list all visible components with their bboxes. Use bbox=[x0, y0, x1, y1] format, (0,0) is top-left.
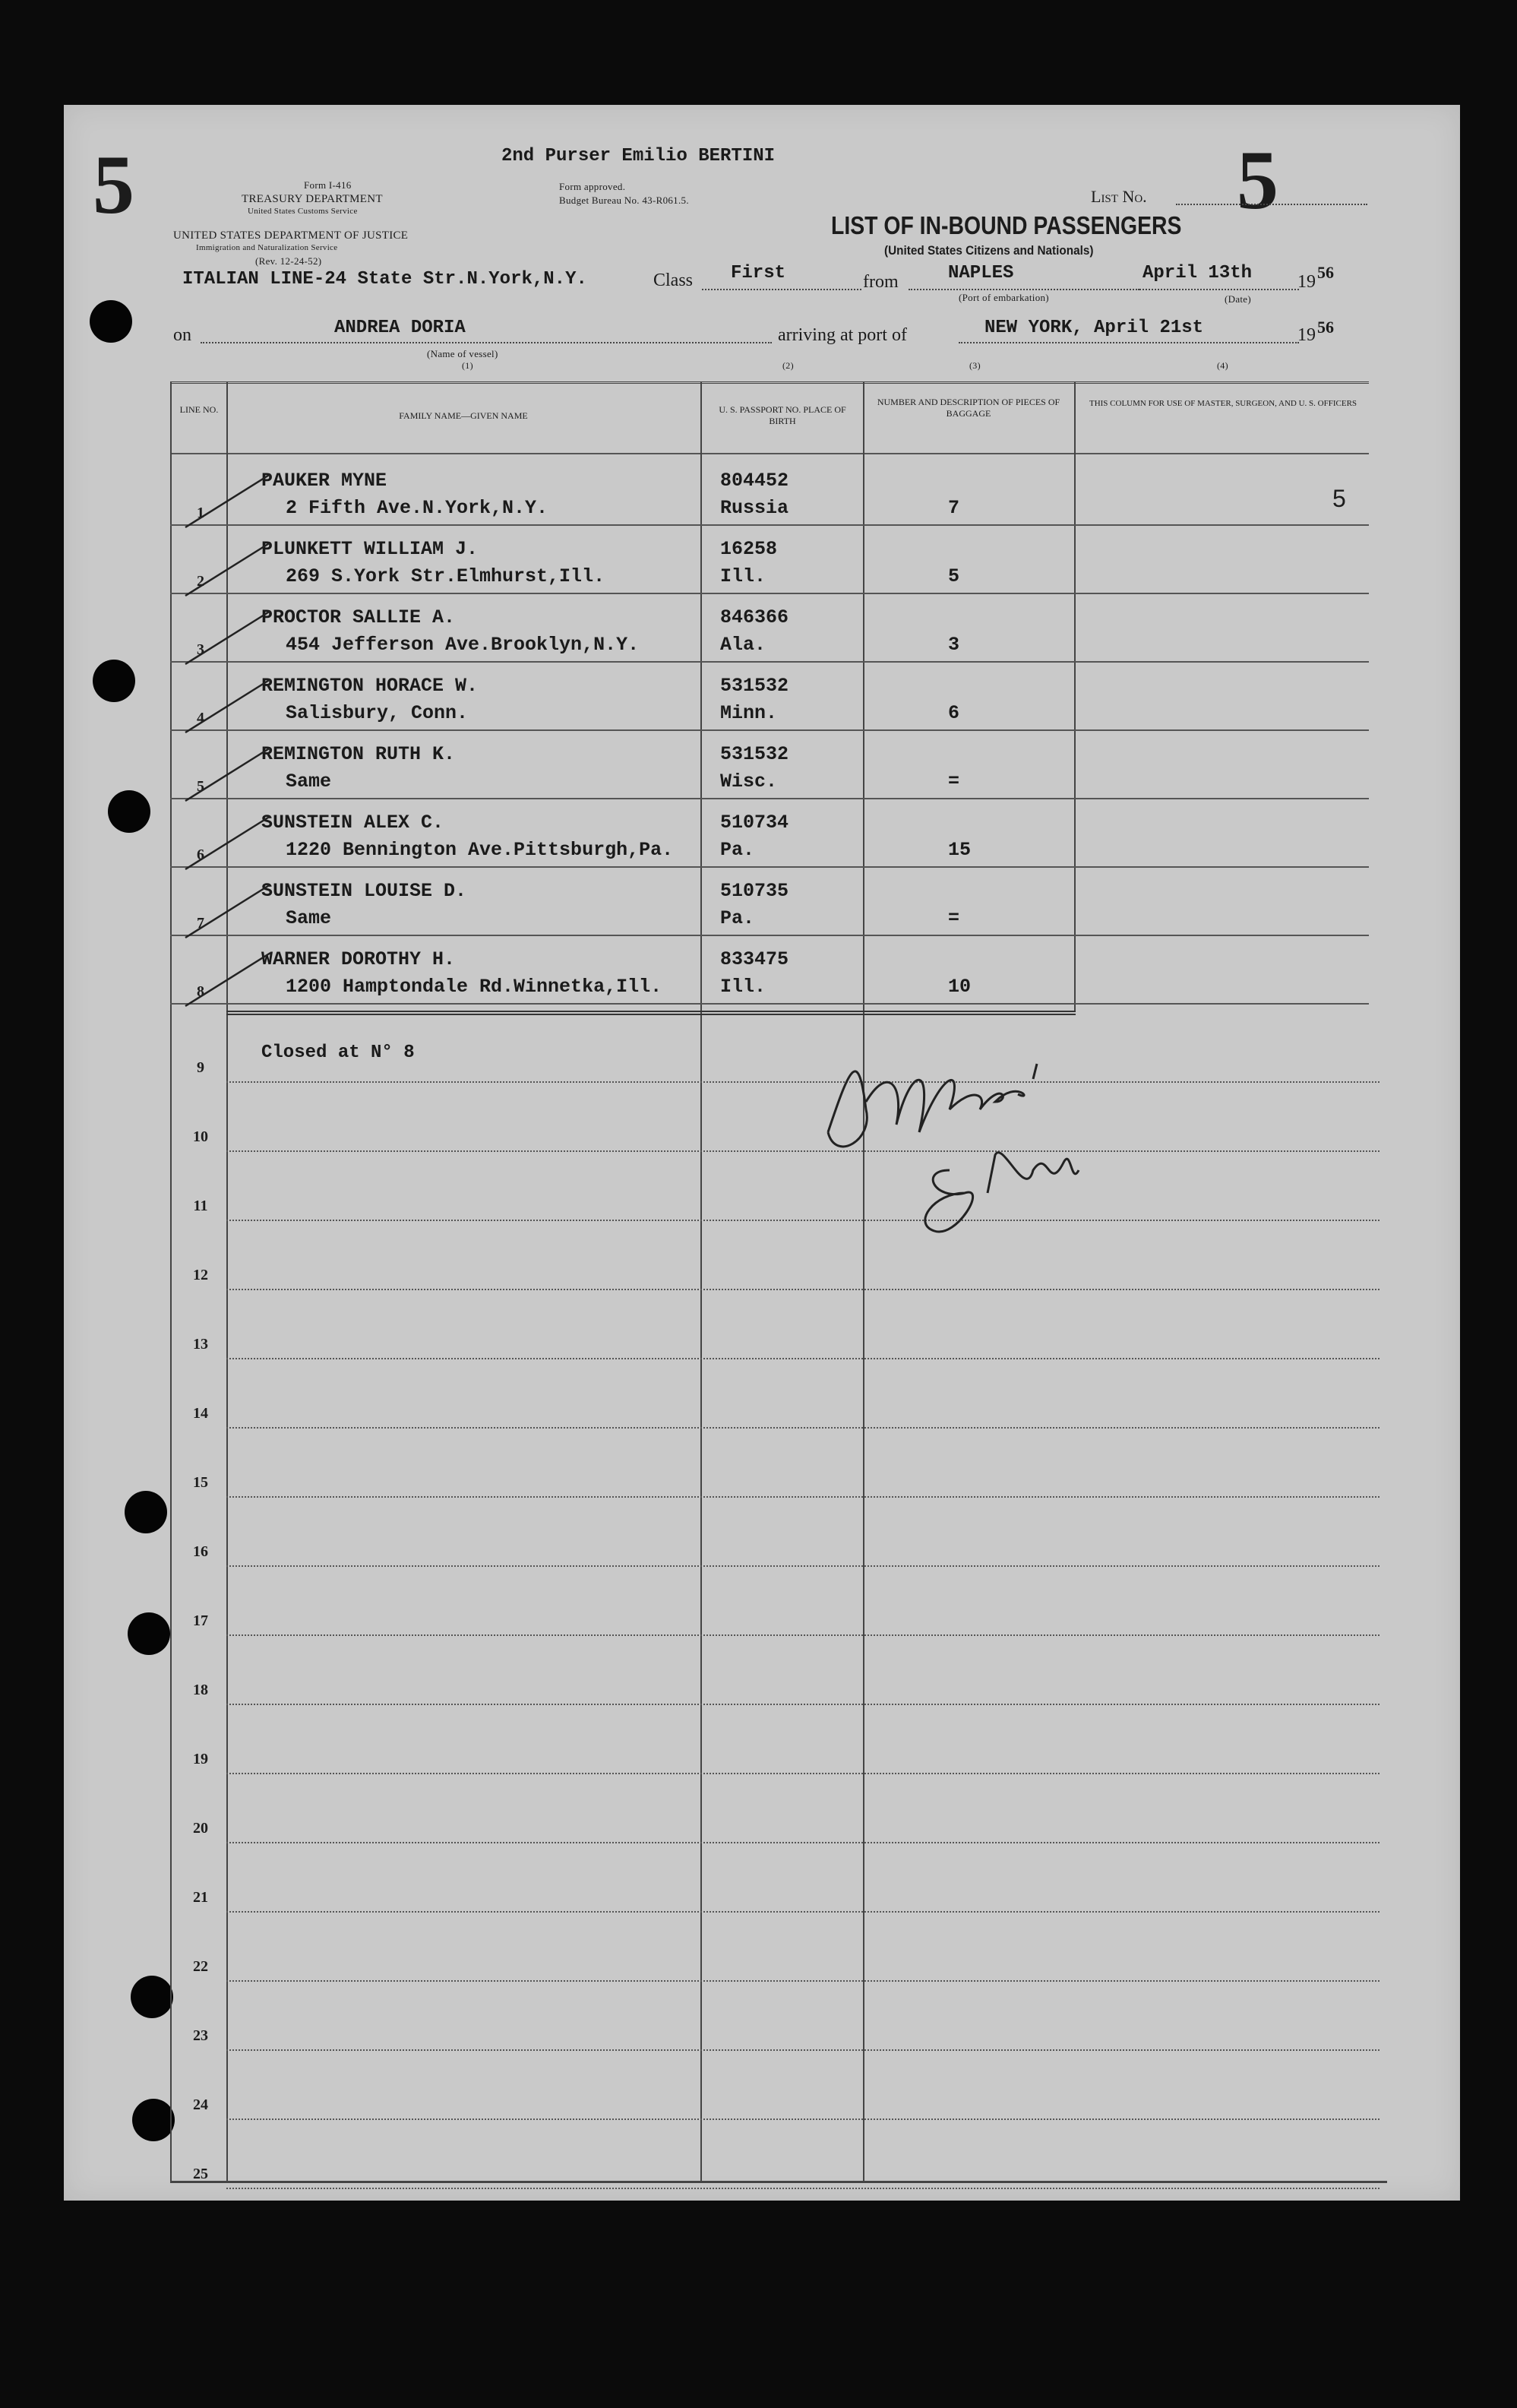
place-of-birth: Wisc. bbox=[720, 770, 778, 793]
line-number: 23 bbox=[193, 2027, 208, 2044]
baggage-count: = bbox=[948, 907, 960, 929]
line-number: 22 bbox=[193, 1958, 208, 1975]
passenger-address: 454 Jefferson Ave.Brooklyn,N.Y. bbox=[286, 634, 640, 656]
passenger-name: PAUKER MYNE bbox=[261, 470, 387, 492]
empty-table-row bbox=[226, 1842, 1380, 1843]
empty-table-row bbox=[226, 1565, 1380, 1567]
line-number: 19 bbox=[193, 1751, 208, 1767]
passenger-address: 1200 Hamptondale Rd.Winnetka,Ill. bbox=[286, 976, 662, 998]
line-number: 9 bbox=[197, 1059, 204, 1076]
col-divider-officers bbox=[1074, 381, 1076, 1012]
place-of-birth: Pa. bbox=[720, 907, 755, 929]
check-mark bbox=[179, 807, 286, 875]
punch-hole bbox=[132, 2099, 175, 2141]
passenger-name: PROCTOR SALLIE A. bbox=[261, 606, 456, 628]
caption-3: (3) bbox=[969, 360, 981, 371]
empty-table-row bbox=[226, 1980, 1380, 1982]
table-row bbox=[170, 935, 1369, 936]
line-number: 7 bbox=[197, 915, 204, 932]
date-line bbox=[1139, 289, 1299, 290]
check-mark bbox=[179, 465, 286, 533]
empty-table-row bbox=[226, 1358, 1380, 1359]
empty-table-row bbox=[226, 1081, 1380, 1083]
baggage-count: 10 bbox=[948, 976, 972, 998]
check-mark bbox=[179, 670, 286, 739]
passport-number: 531532 bbox=[720, 743, 789, 765]
arrival-year-suffix: 56 bbox=[1317, 318, 1334, 337]
punch-hole bbox=[131, 1976, 173, 2018]
empty-table-row bbox=[226, 1220, 1380, 1221]
ins-service: Immigration and Naturalization Service bbox=[196, 243, 338, 252]
line-number: 6 bbox=[197, 846, 204, 863]
baggage-count: 3 bbox=[948, 634, 960, 656]
empty-table-row bbox=[226, 2118, 1380, 2120]
page-number-left: 5 bbox=[93, 138, 134, 231]
empty-table-row bbox=[226, 1150, 1380, 1152]
place-of-birth: Pa. bbox=[720, 839, 755, 861]
justice-dept: UNITED STATES DEPARTMENT OF JUSTICE bbox=[173, 229, 409, 242]
place-of-birth: Ala. bbox=[720, 634, 766, 656]
page-subtitle: (United States Citizens and Nationals) bbox=[884, 243, 1094, 258]
line-number: 14 bbox=[193, 1405, 208, 1422]
empty-table-row bbox=[226, 1289, 1380, 1290]
class-line bbox=[702, 289, 861, 290]
vessel-name: ANDREA DORIA bbox=[334, 318, 466, 338]
baggage-count: 6 bbox=[948, 702, 960, 724]
empty-table-row bbox=[226, 1427, 1380, 1429]
from-label: from bbox=[863, 272, 899, 292]
line-number: 20 bbox=[193, 1820, 208, 1837]
table-row bbox=[170, 1003, 1369, 1005]
header-passport: U. S. PASSPORT NO. PLACE OF BIRTH bbox=[719, 404, 846, 426]
line-number: 25 bbox=[193, 2166, 208, 2182]
passenger-name: REMINGTON HORACE W. bbox=[261, 675, 479, 697]
empty-table-row bbox=[226, 1496, 1380, 1498]
empty-table-row bbox=[226, 1634, 1380, 1636]
year-prefix: 19 bbox=[1297, 272, 1316, 292]
line-number: 17 bbox=[193, 1612, 208, 1629]
place-of-birth: Russia bbox=[720, 497, 789, 519]
form-revision: (Rev. 12-24-52) bbox=[255, 255, 322, 267]
punch-hole bbox=[125, 1491, 167, 1533]
table-row bbox=[170, 524, 1369, 526]
line-number: 16 bbox=[193, 1543, 208, 1560]
passport-number: 16258 bbox=[720, 538, 778, 560]
punch-hole bbox=[93, 660, 135, 702]
table-row bbox=[170, 798, 1369, 799]
empty-table-row bbox=[226, 2049, 1380, 2051]
check-mark bbox=[179, 739, 286, 807]
header-baggage: NUMBER AND DESCRIPTION OF PIECES OF BAGGAGE bbox=[877, 397, 1060, 419]
port-caption: (Port of embarkation) bbox=[959, 292, 1049, 303]
passenger-address: Same bbox=[286, 770, 332, 793]
from-line bbox=[909, 289, 1139, 290]
passenger-name: WARNER DOROTHY H. bbox=[261, 948, 456, 970]
line-number: 15 bbox=[193, 1474, 208, 1491]
header-line-no: LINE NO. bbox=[179, 404, 219, 415]
arriving-label: arriving at port of bbox=[778, 325, 907, 345]
line-number: 5 bbox=[197, 778, 204, 795]
passenger-address: 2 Fifth Ave.N.York,N.Y. bbox=[286, 497, 548, 519]
empty-table-row bbox=[226, 1911, 1380, 1913]
table-top-border bbox=[170, 381, 1369, 384]
caption-1: (1) bbox=[462, 360, 473, 371]
class-value: First bbox=[731, 263, 786, 283]
line-number: 4 bbox=[197, 710, 204, 726]
arrival-port-date: NEW YORK, April 21st bbox=[984, 318, 1204, 338]
caption-2: (2) bbox=[782, 360, 794, 371]
arrival-line bbox=[959, 342, 1299, 343]
punch-hole bbox=[128, 1612, 170, 1655]
header-bottom-border bbox=[170, 453, 1369, 454]
officer-note: 5 bbox=[1332, 485, 1346, 512]
baggage-count: 15 bbox=[948, 839, 972, 861]
header-officers: THIS COLUMN FOR USE OF MASTER, SURGEON, AND U. S. OFFICERS bbox=[1089, 399, 1357, 408]
purser-name: 2nd Purser Emilio BERTINI bbox=[501, 146, 776, 166]
passport-number: 804452 bbox=[720, 470, 789, 492]
check-mark bbox=[179, 944, 286, 1012]
line-number: 8 bbox=[197, 983, 204, 1000]
table-row bbox=[170, 661, 1369, 663]
passenger-address: Salisbury, Conn. bbox=[286, 702, 469, 724]
check-mark bbox=[179, 533, 286, 602]
line-number: 1 bbox=[197, 505, 204, 521]
vessel-caption: (Name of vessel) bbox=[427, 348, 498, 359]
treasury-dept: TREASURY DEPARTMENT bbox=[242, 193, 383, 205]
table-row bbox=[170, 593, 1369, 594]
form-approved: Form approved. bbox=[559, 181, 626, 192]
budget-bureau: Budget Bureau No. 43-R061.5. bbox=[559, 195, 689, 206]
passenger-name: SUNSTEIN ALEX C. bbox=[261, 812, 444, 834]
on-label: on bbox=[173, 325, 191, 345]
passport-number: 510735 bbox=[720, 880, 789, 902]
baggage-count: 5 bbox=[948, 565, 960, 587]
list-no-label: List No. bbox=[1091, 187, 1147, 206]
closing-double-line bbox=[226, 1011, 1076, 1015]
line-number: 12 bbox=[193, 1267, 208, 1283]
line-number: 13 bbox=[193, 1336, 208, 1353]
departure-date: April 13th bbox=[1142, 263, 1253, 283]
passenger-address: 1220 Bennington Ave.Pittsburgh,Pa. bbox=[286, 839, 674, 861]
passenger-name: REMINGTON RUTH K. bbox=[261, 743, 456, 765]
closed-note: Closed at N° 8 bbox=[261, 1043, 415, 1063]
line-number: 3 bbox=[197, 641, 204, 658]
table-row bbox=[170, 866, 1369, 868]
place-of-birth: Ill. bbox=[720, 565, 766, 587]
class-label: Class bbox=[653, 271, 694, 290]
line-number: 24 bbox=[193, 2096, 208, 2113]
passport-number: 833475 bbox=[720, 948, 789, 970]
passport-number: 510734 bbox=[720, 812, 789, 834]
page-number-right: 5 bbox=[1237, 134, 1278, 226]
empty-table-row bbox=[226, 1773, 1380, 1774]
passport-number: 531532 bbox=[720, 675, 789, 697]
check-mark bbox=[179, 875, 286, 944]
year-suffix: 56 bbox=[1317, 263, 1334, 282]
line-number: 11 bbox=[193, 1198, 208, 1214]
passport-number: 846366 bbox=[720, 606, 789, 628]
empty-table-row bbox=[226, 2188, 1380, 2189]
punch-hole bbox=[90, 300, 132, 343]
line-number: 2 bbox=[197, 573, 204, 590]
date-caption: (Date) bbox=[1225, 293, 1251, 305]
check-mark bbox=[179, 602, 286, 670]
arrival-year-prefix: 19 bbox=[1297, 325, 1316, 345]
line-number: 21 bbox=[193, 1889, 208, 1906]
officer-signature bbox=[805, 1018, 1124, 1246]
baggage-count: = bbox=[948, 770, 960, 793]
line-number: 10 bbox=[193, 1128, 208, 1145]
passenger-name: SUNSTEIN LOUISE D. bbox=[261, 880, 467, 902]
passenger-name: PLUNKETT WILLIAM J. bbox=[261, 538, 479, 560]
place-of-birth: Minn. bbox=[720, 702, 778, 724]
col-divider-line bbox=[170, 381, 172, 2182]
vessel-line bbox=[201, 342, 772, 343]
embark-port: NAPLES bbox=[948, 263, 1014, 283]
punch-hole bbox=[108, 790, 150, 833]
passenger-address: Same bbox=[286, 907, 332, 929]
place-of-birth: Ill. bbox=[720, 976, 766, 998]
shipping-line: ITALIAN LINE-24 State Str.N.York,N.Y. bbox=[182, 269, 587, 290]
table-bottom-border bbox=[170, 2181, 1387, 2183]
page-title: LIST OF IN-BOUND PASSENGERS bbox=[831, 211, 1182, 239]
baggage-count: 7 bbox=[948, 497, 960, 519]
form-number: Form I-416 bbox=[304, 179, 352, 191]
list-no-line bbox=[1176, 204, 1367, 205]
table-row bbox=[170, 729, 1369, 731]
customs-service: United States Customs Service bbox=[248, 207, 358, 216]
passenger-address: 269 S.York Str.Elmhurst,Ill. bbox=[286, 565, 605, 587]
caption-4: (4) bbox=[1217, 360, 1228, 371]
line-number: 18 bbox=[193, 1682, 208, 1698]
header-name: FAMILY NAME—GIVEN NAME bbox=[399, 410, 528, 421]
empty-table-row bbox=[226, 1704, 1380, 1705]
